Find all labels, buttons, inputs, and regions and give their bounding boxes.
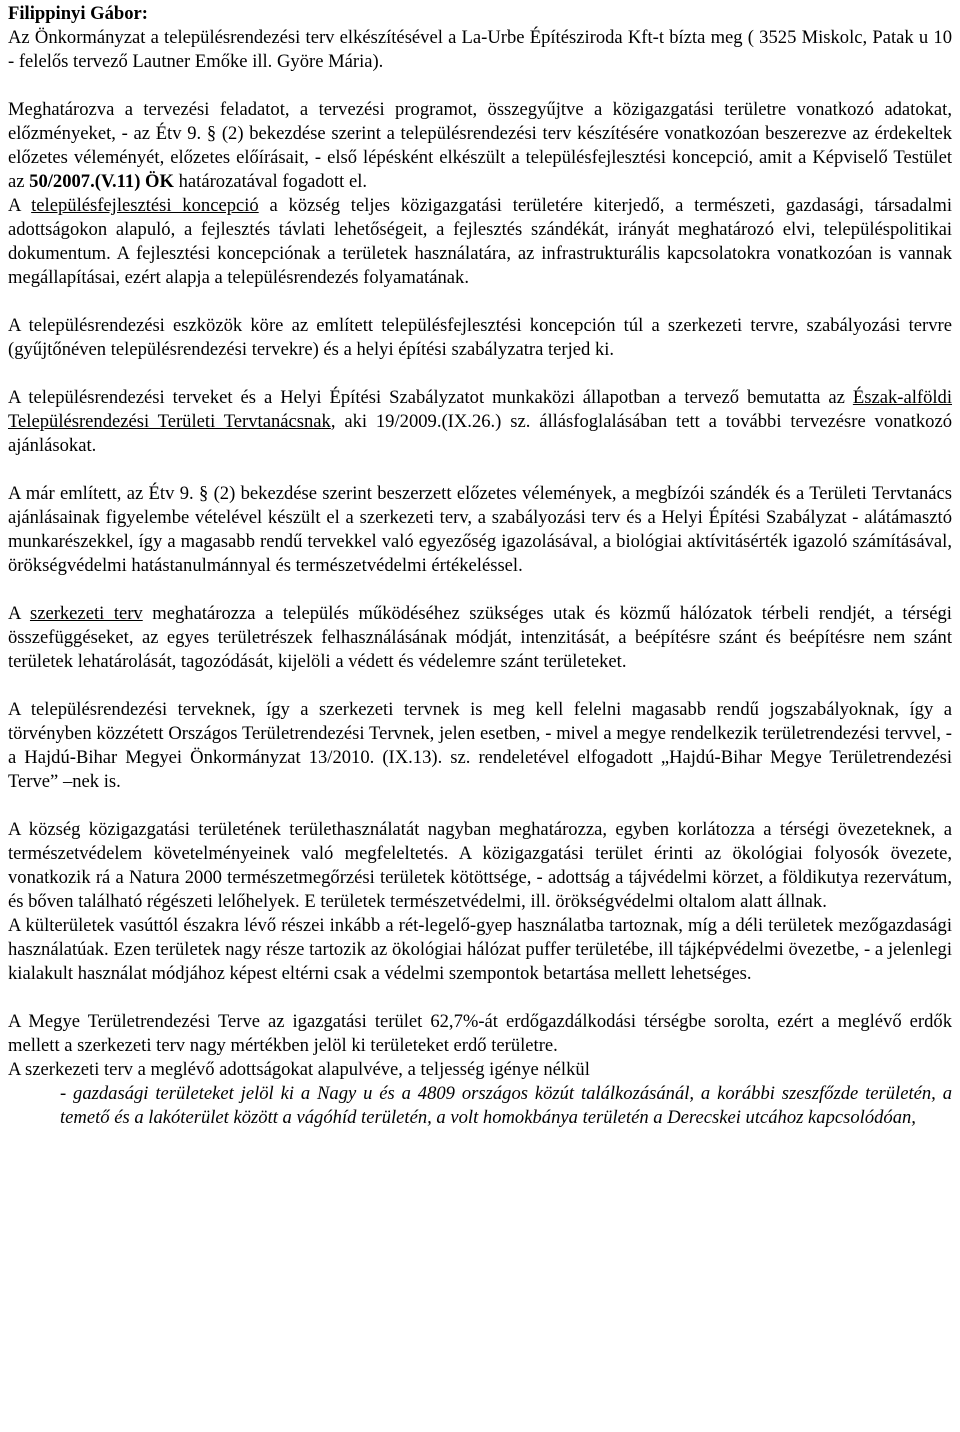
document-page <box>8 0 952 1130</box>
council-name: Észak-alföldi Településrendezési Területi Tervtanácsnak <box>8 387 952 432</box>
paragraph-commission: Az Önkormányzat a településrendezési terv elkészítésével a La-Urbe Építésziroda Kft-t bízta meg ( 3525 Miskolc, Patak u 10 - felelős tervező Lautner Emőke ill. Györe Mária). <box>8 27 952 72</box>
paragraph-concept <box>8 194 952 290</box>
paragraph-higher-plans: A településrendezési terveknek, így a szerkezeti tervnek is meg kell felelni magasabb rendű jogszabályoknak, így a törvényben közzétett Országos Területrendezési Tervnek, jelen esetben, - mivel a megye rendelkezik területrendezési tervvel, - a Hajdú-Bihar Megyei Önkormányzat 13/2010. (IX.13). sz. rendeletével elfogadott „Hajdú-Bihar Megye Területrendezési Terve” –nek is. <box>8 699 952 792</box>
list-item-economic-areas: - gazdasági területeket jelöl ki a Nagy u és a 4809 országos közút találkozásánál, a korábbi szeszfőzde területén, a temető és a lakóterület között a vágóhíd területén, a volt homokbánya területén a Derecskei utcához kapcsolódóan, <box>60 1083 952 1128</box>
paragraph-outskirts: A külterületek vasúttól északra lévő részei inkább a rét-legelő-gyep használatba tartoznak, míg a déli területek mezőgazdasági használatúak. Ezen területek nagy része tartozik az ökológiai hálózat puffer területébe, ill tájképvédelmi övezetbe, - a jelenlegi kialakult használat módjához képest eltérni csak a védelmi szempontok betartása mellett lehetséges. <box>8 915 952 984</box>
concept-term: településfejlesztési koncepció <box>31 195 259 216</box>
paragraph-gap <box>8 362 952 386</box>
paragraph-tools: A településrendezési eszközök köre az említett településfejlesztési koncepción túl a szerkezeti tervre, szabályozási tervre (gyűjtőnéven településrendezési tervekre) és a helyi építési szabályzatra terjed ki. <box>8 315 952 360</box>
paragraph-gap <box>8 290 952 314</box>
structure-plan-term: szerkezeti terv <box>29 603 143 624</box>
paragraph-gap <box>8 74 952 98</box>
paragraph-structure-plan-start: A <box>8 603 30 624</box>
paragraph-gap <box>8 578 952 602</box>
paragraph-council-text: , aki 19/2009.(IX.26.) sz. állásfoglalásában tett a további tervezésre vonatkozó ajánlásokat. <box>8 411 952 456</box>
paragraph-planning-task <box>8 98 952 194</box>
paragraph-structure-plan-text: meghatározza a település működéséhez szükséges utak és közmű hálózatok térbeli rendjét, a térségi összefüggéseket, az egyes területrészek felhasználásának módját, intenzitását, a beépítésre szánt és beépítésre nem szánt területek lehatárolását, tagozódását, kijelöli a védett és védelemre szánt területeket. <box>8 603 952 672</box>
paragraph-structure-plan-made: A már említett, az Étv 9. § (2) bekezdése szerint beszerzett előzetes vélemények, a megbízói szándék és a Területi Tervtanács ajánlásainak figyelembe vételével készült el a szerkezeti terv, a szabályozási terv és a Helyi Építési Szabályzat - alátámasztó munkarészekkel, így a magasabb rendű tervekkel való egyezőség igazolásával, a biológiai aktívitásérték igazoló számításával, örökségvédelmi hatástanulmánnyal és természetvédelmi értékeléssel. <box>8 483 952 576</box>
paragraph-gap <box>8 794 952 818</box>
paragraph-concept-start: A <box>8 195 32 216</box>
speaker-name: Filippinyi Gábor: <box>8 3 148 24</box>
resolution-number: 50/2007.(V.11) ÖK <box>29 171 174 192</box>
paragraph-council <box>8 386 952 458</box>
paragraph-structure-plan <box>8 602 952 674</box>
paragraph-gap <box>8 674 952 698</box>
paragraph-structure-plan-intro: A szerkezeti terv a meglévő adottságokat alapulvéve, a teljesség igénye nélkül <box>8 1059 590 1080</box>
paragraph-land-use: A község közigazgatási területének területhasználatát nagyban meghatározza, egyben korlátozza a térségi övezeteknek, a természetvédelem követelményeinek való megfeleltetés. A közigazgatási terület érinti az ökológiai folyosók övezete, vonatkozik rá a Natura 2000 természetmegőrzési területek kötöttsége, - adottság a tájvédelmi körzet, a földikutya rezervátum, és bőven található régészeti lelőhelyek. E területek természetvédelmi, ill. örökségvédelmi oltalom alatt állnak. <box>8 819 952 912</box>
paragraph-planning-task-end: határozatával fogadott el. <box>173 171 368 192</box>
paragraph-concept-text: a község teljes közigazgatási területére kiterjedő, a természeti, gazdasági, társadalmi adottságokon alapuló, a fejlesztés távlati lehetőségeit, a fejlesztés szándékát, irányát meghatározó elvi, településpolitikai dokumentum. A fejlesztési koncepciónak a területek használatára, az infrastrukturális kapcsolatokra vonatkozóan is vannak megállapításai, ezért alapja a településrendezés folyamatának. <box>8 195 952 288</box>
paragraph-council-start: A településrendezési terveket és a Helyi Építési Szabályzatot munkaközi állapotban a tervező bemutatta az <box>8 387 853 408</box>
paragraph-gap <box>8 986 952 1010</box>
paragraph-gap <box>8 458 952 482</box>
paragraph-planning-task-text: Meghatározva a tervezési feladatot, a tervezési programot, összegyűjtve a közigazgatási területre vonatkozó adatokat, előzményeket, - az Étv 9. § (2) bekezdése szerint a településrendezési terv készítésére vonatkozóan beszerezve az érdekeltek előzetes véleményét, előzetes előírásait, - első lépésként elkészült a településfejlesztési koncepció, amit a Képviselő Testület az <box>8 99 952 192</box>
paragraph-forestry: A Megye Területrendezési Terve az igazgatási terület 62,7%-át erdőgazdálkodási térségbe sorolta, ezért a meglévő erdők mellett a szerkezeti terv nagy mértékben jelöl ki területeket erdő területre. <box>8 1011 952 1056</box>
